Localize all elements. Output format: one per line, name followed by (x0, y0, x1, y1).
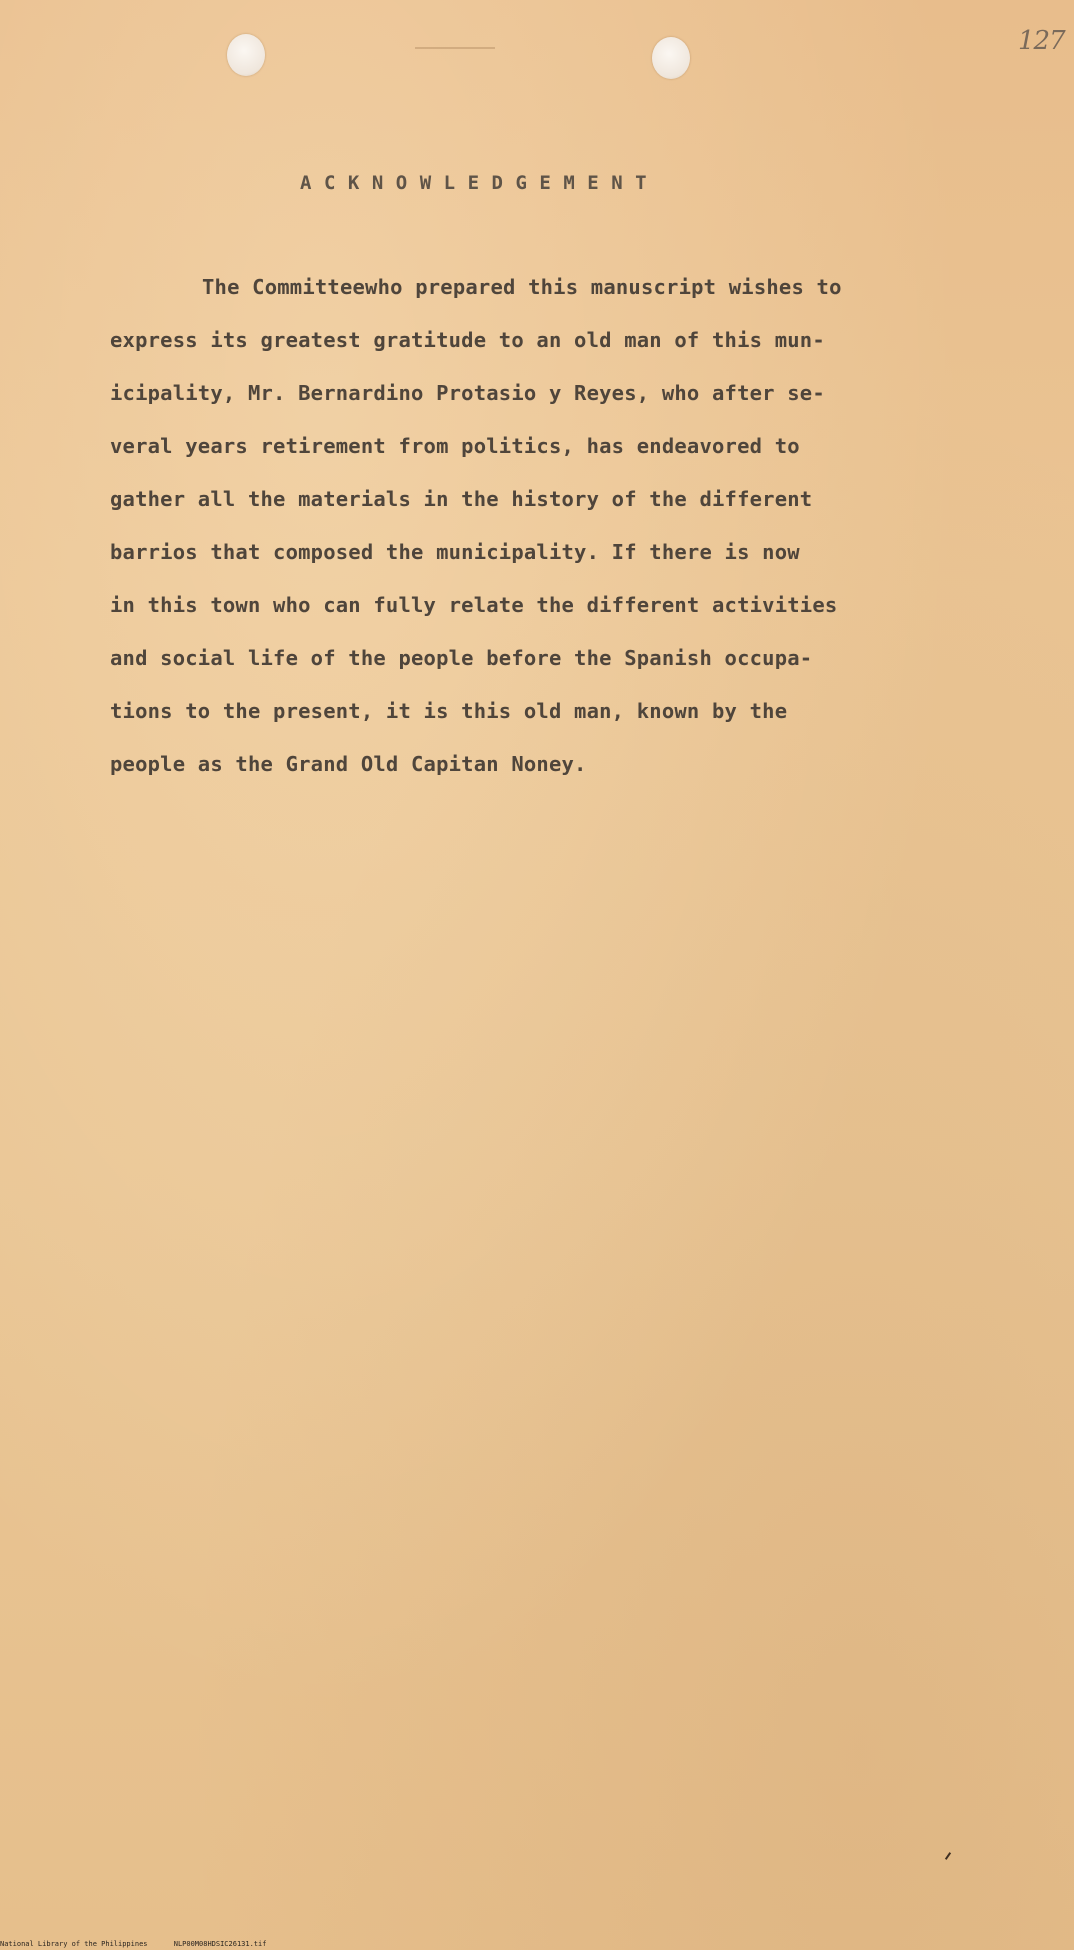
paragraph-line: people as the Grand Old Capitan Noney. (110, 752, 587, 776)
paragraph-line: barrios that composed the municipality. If there is now (110, 540, 800, 564)
paragraph-line: express its greatest gratitude to an old man of this mun- (110, 328, 825, 352)
acknowledgement-paragraph (110, 272, 880, 802)
paragraph-line: veral years retirement from politics, has endeavored to (110, 434, 800, 458)
paragraph-line: icipality, Mr. Bernardino Protasio y Reyes, who after se- (110, 381, 825, 405)
faint-mark (415, 47, 495, 49)
pencil-mark (945, 1852, 951, 1860)
scan-footer (0, 1940, 288, 1948)
paragraph-line: The Committeewho prepared this manuscript wishes to (202, 275, 842, 299)
page-title: ACKNOWLEDGEMENT (300, 172, 660, 194)
punch-hole-left (227, 34, 265, 76)
footer-institution: National Library of the Philippines (0, 1940, 148, 1948)
paragraph-line: and social life of the people before the Spanish occupa- (110, 646, 813, 670)
punch-hole-right (652, 37, 690, 79)
handwritten-page-number: 127 (1018, 26, 1065, 56)
paragraph-line: tions to the present, it is this old man, known by the (110, 699, 788, 723)
footer-file-name: NLP00M08HDSIC26131.tif (173, 1940, 267, 1948)
paragraph-line: gather all the materials in the history of the different (110, 487, 813, 511)
paragraph-line: in this town who can fully relate the different activities (110, 593, 838, 617)
